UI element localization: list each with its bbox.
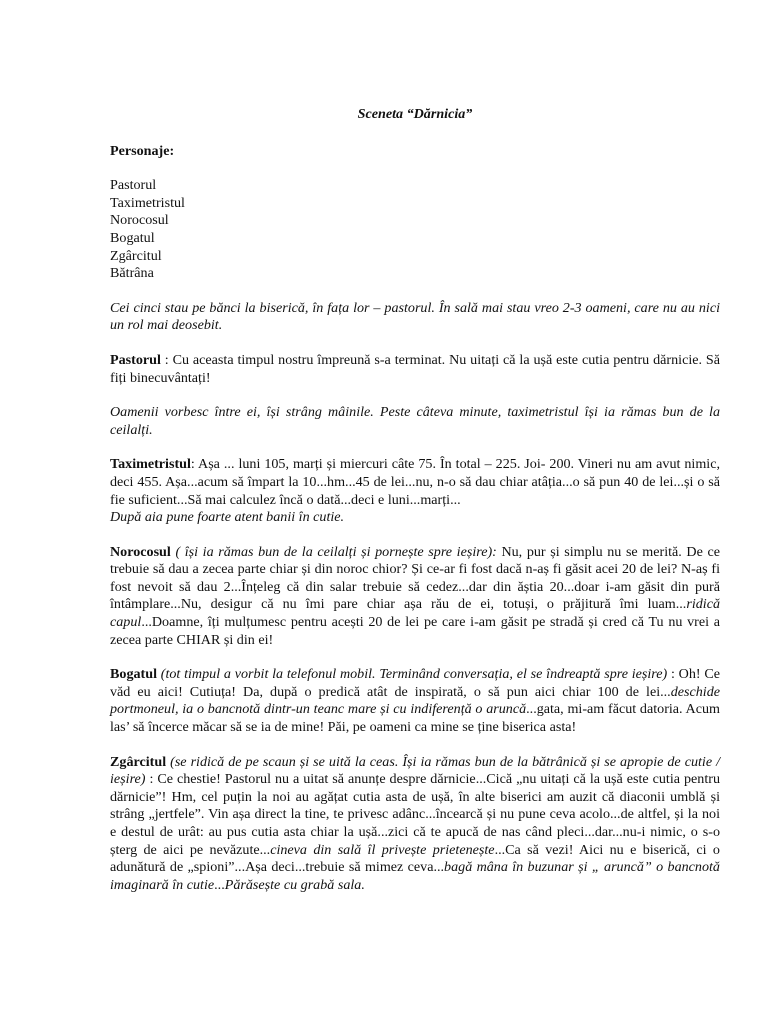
stage-direction: (se ridică de pe scaun și se uită la ceas. Își ia rămas bun de la bătrânică și se apropie de cutie / ieșire) — [110, 753, 720, 788]
cast-item-zgarcitul: Zgârcitul — [110, 247, 162, 264]
cast-heading: Personaje: — [110, 142, 175, 159]
stage-direction: cineva din sală îl privește prietenește — [270, 841, 495, 858]
cast-item-taximetristul: Taximetristul — [110, 194, 185, 211]
dialogue-text: Nu, pur și simplu nu se merită. De ce trebuie să dau a zecea parte chiar și din noroc chior? Și ce-ar fi fost dacă n-aș fi găsit acei 20 de lei? N-aș fi fost nevoit să dau 2...Înțeleg că din salar trebuie să cedez...dar din ăștia 20...doar i-am găsit din pură întâmplare...Nu, desigur că nu îmi pare chiar așa rău de ei, totuși, o prăjitură îmi luam... — [110, 543, 720, 613]
document-title: Sceneta “Dărnicia” — [357, 106, 473, 122]
stage-direction: ridică capul — [110, 596, 720, 631]
script-paragraph — [110, 300, 720, 335]
dialogue-text: : Oh! Ce văd eu aici! Cutiuța! Da, după o predică atât de inspirată, o să pun aici chiar 100 de lei... — [110, 666, 720, 700]
cast-item-bogatul: Bogatul — [110, 229, 155, 246]
stage-direction: După aia pune foarte atent banii în cutie. — [110, 509, 345, 526]
stage-direction: bagă mâna în buzunar și „ aruncă” o bancnotă imaginară în cutie — [110, 859, 720, 893]
dialogue-text: : Ce chestie! Pastorul nu a uitat să anunțe despre dărnicie...Cică „nu uitați că la ușă este cutia pentru dărnicie”! Hm, cel puțin la noi au agățat cutia asta de ușă, în alte biserici am auzit că diaconii umblă și strâng „jertfele”. Vin așa direct la tine, te privesc adânc...încearcă și nu pune ceva acolo...de altfel, și la noi e destul de urât: au pus cutia asta chiar la ușă...zici că te apucă de nas când pleci...dar...nu-i nimic, o s-o șterg de aici pe nevăzute... — [110, 771, 720, 858]
dialogue-text: ... — [214, 876, 225, 893]
stage-direction: Oamenii vorbesc între ei, își strâng mâinile. Peste câteva minute, taximetristul își ia rămas bun de la ceilalți. — [110, 404, 720, 438]
speaker-name: Bogatul — [110, 666, 157, 683]
script-paragraph — [110, 352, 720, 387]
stage-direction: Părăsește cu grabă sala. — [224, 876, 365, 893]
cast-item-pastorul: Pastorul — [110, 177, 157, 194]
script-paragraph — [110, 754, 720, 895]
dialogue-text: ...gata, mi-am făcut datoria. Acum las’ să încerce măcar să se ia de mine! Păi, pe oameni ca mine se ține biserica asta! — [110, 701, 720, 736]
dialogue-text: ...Doamne, îți mulțumesc pentru acești 20 de lei pe care i-am găsit pe stradă și cred că Tu nu vrei a zecea parte CHIAR și din ei! — [110, 614, 720, 648]
speaker-name: Pastorul — [110, 351, 161, 368]
script-paragraph — [110, 544, 720, 650]
stage-direction: deschide portmoneul, ia o bancnotă dintr-un teanc mare și cu indiferență o aruncă — [110, 683, 720, 718]
dialogue-text: : Așa ... luni 105, marți și miercuri câte 75. În total – 225. Joi- 200. Vineri nu am avut nimic, deci 455. Așa...acum să împart la 10...hm...45 de lei...nu, n-o să dau chiar atâția...o să pun 40 de lei...și o să fie suficient...Să mai calculez încă o dată...deci e luni...marți... — [110, 456, 720, 508]
stage-direction: (tot timpul a vorbit la telefonul mobil. Terminând conversația, el se îndreaptă spre ieșire) — [157, 666, 668, 683]
cast-list — [110, 177, 720, 283]
stage-direction: Cei cinci stau pe bănci la biserică, în fața lor – pastorul. În sală mai stau vreo 2-3 oameni, care nu au nici un rol mai deosebit. — [110, 299, 720, 334]
cast-item-norocosul: Norocosul — [110, 212, 169, 229]
speaker-name: Norocosul — [110, 543, 171, 560]
script-paragraph — [110, 456, 720, 526]
document-page — [110, 106, 720, 911]
speaker-name: Zgârcitul — [110, 753, 167, 770]
script-paragraph — [110, 666, 720, 736]
dialogue-text: : Cu aceasta timpul nostru împreună s-a terminat. Nu uitați că la ușă este cutia pentru dărnicie. Să fiți binecuvântați! — [110, 351, 720, 386]
cast-item-batrana: Bătrâna — [110, 265, 154, 282]
script-paragraph — [110, 404, 720, 439]
speaker-name: Taximetristul — [110, 456, 191, 473]
dialogue-text: ...Ca să vezi! Aici nu e biserică, ci o adunătură de „spioni”...Așa deci...trebuie să mimez ceva... — [110, 841, 720, 876]
stage-direction: ( își ia rămas bun de la ceilalți și pornește spre ieșire): — [170, 543, 497, 560]
script-body — [110, 300, 720, 895]
